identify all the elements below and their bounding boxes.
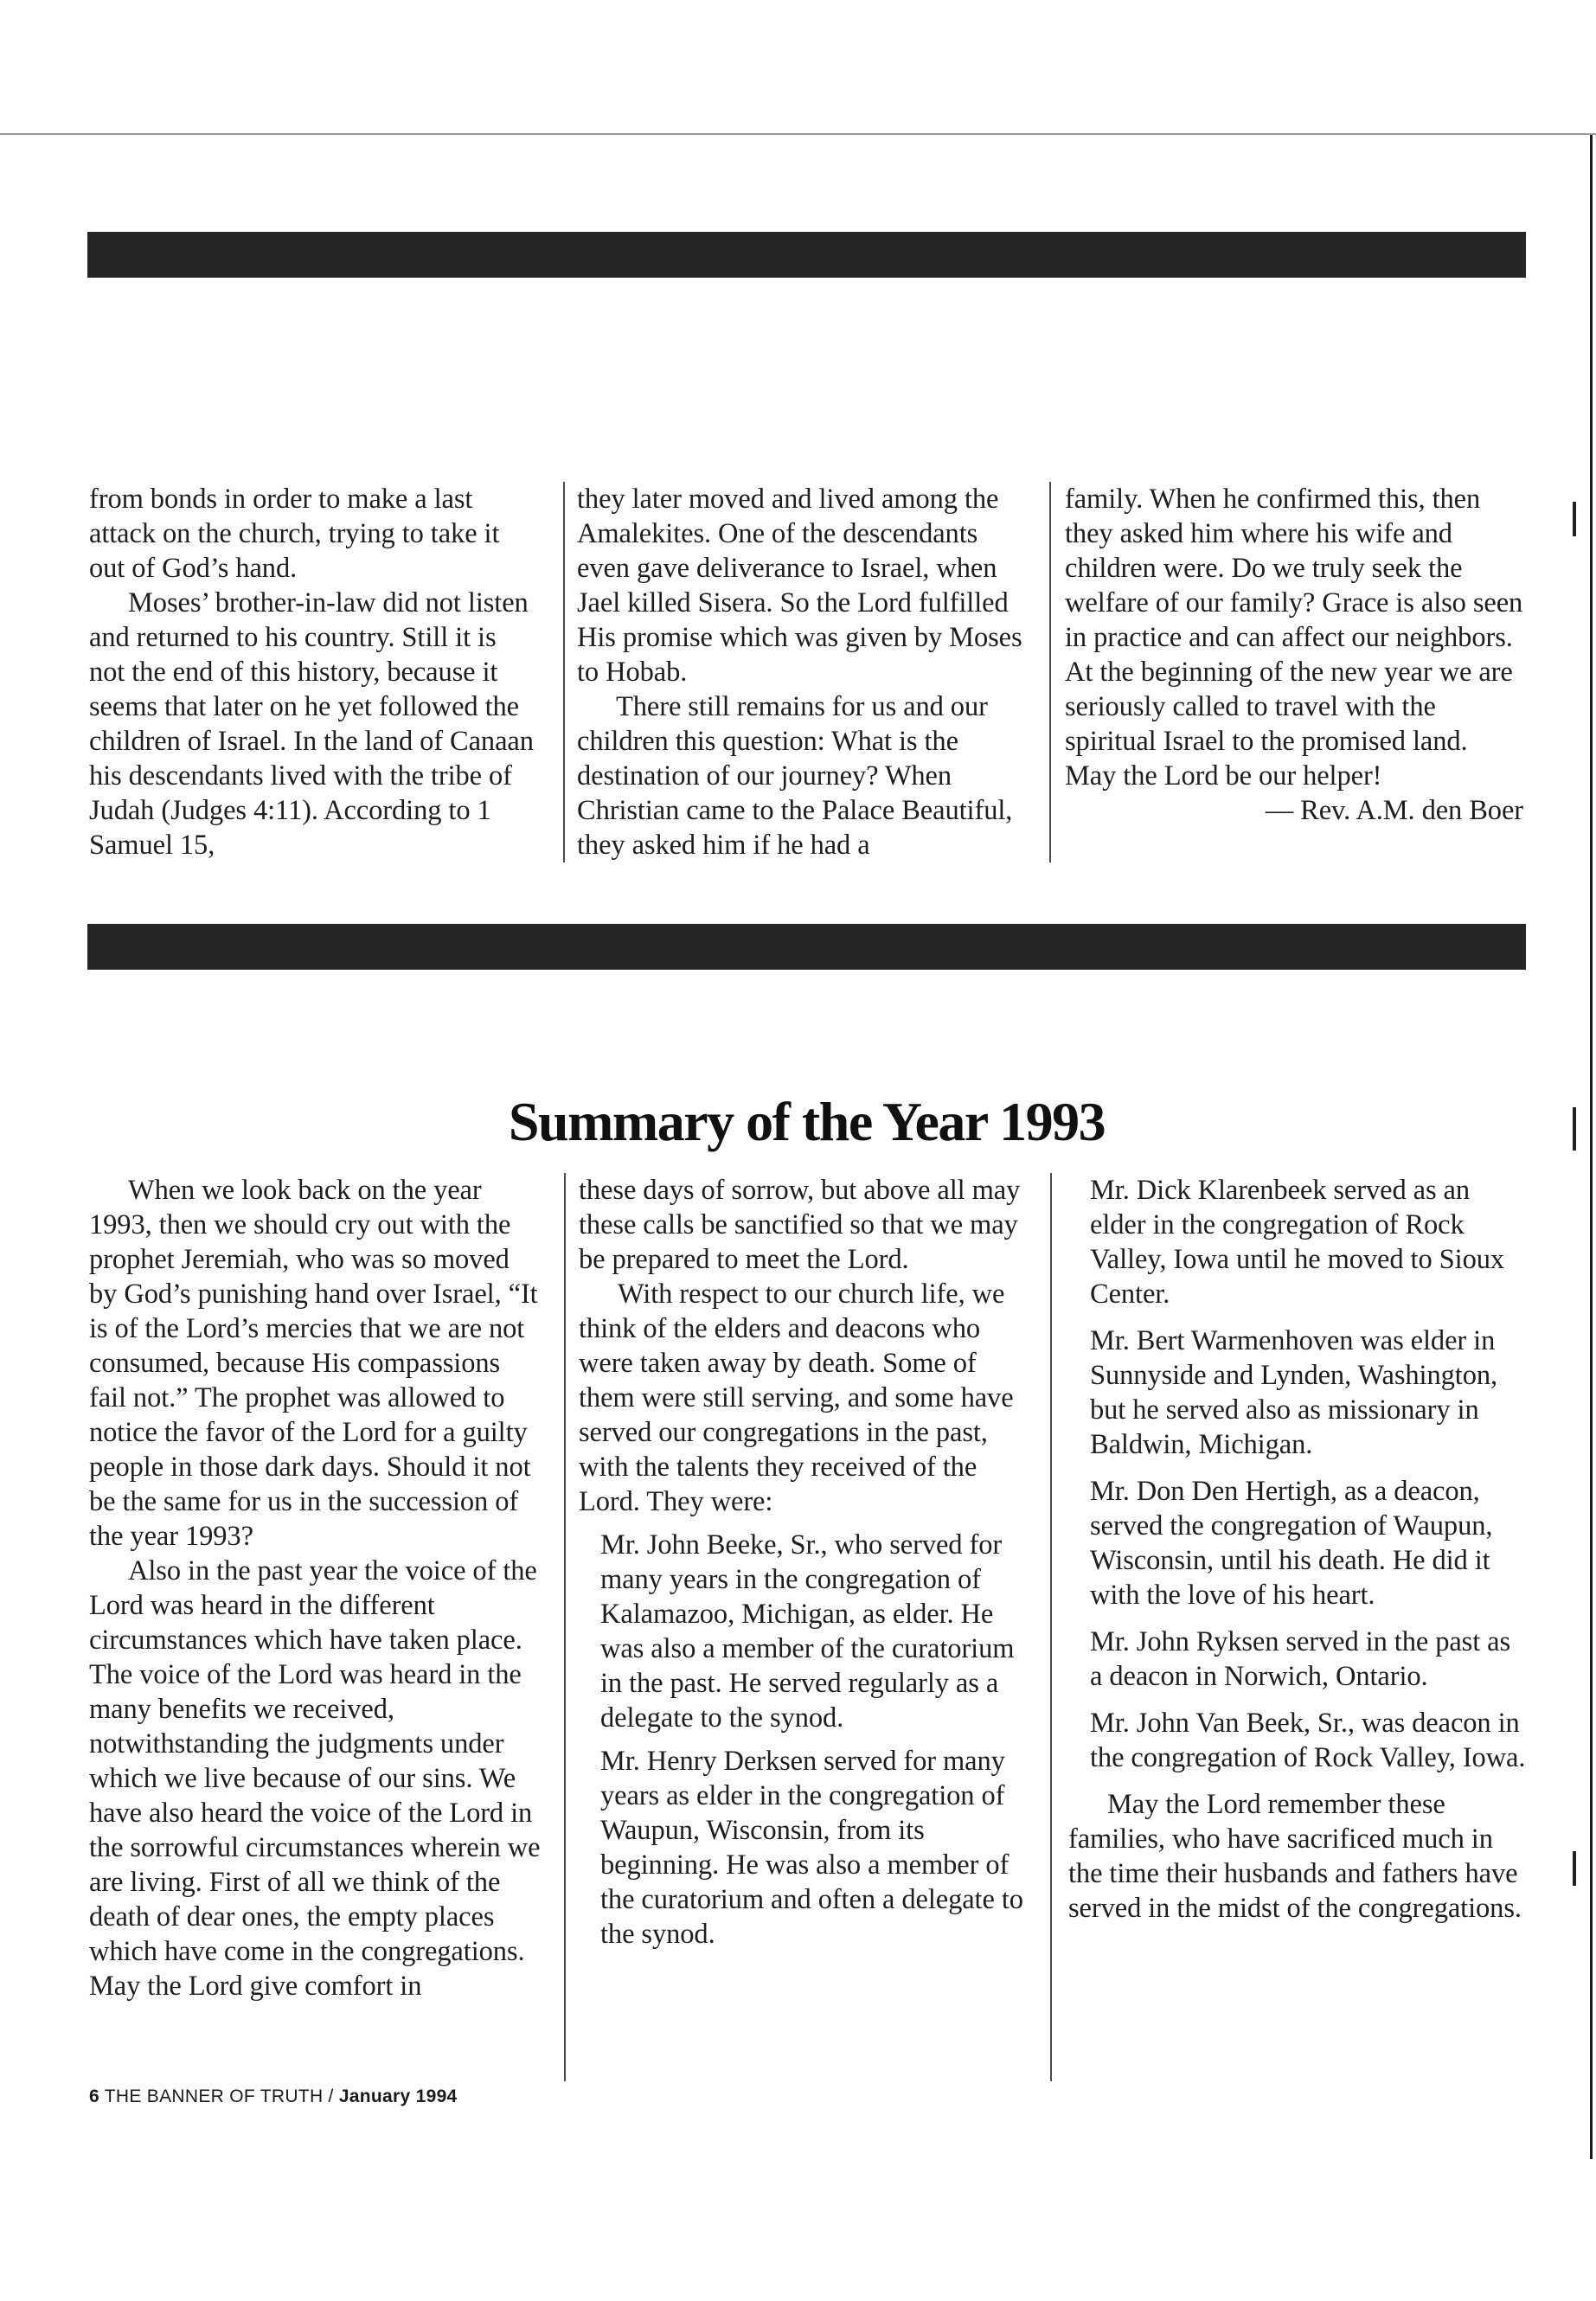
column-divider — [1049, 482, 1051, 862]
paragraph: family. When he confirmed this, then they asked him where his wife and children were. Do we truly seek the welfare of our family? Grace is also seen in practice and can affect our neighbors. At the beginning of the new year we are seriously called to travel with the spiritual Israel to the promised land. May the Lord be our helper! — [1065, 484, 1523, 792]
paragraph: May the Lord remember these families, who have sacrificed much in the time their husbands and fathers have served in the midst of the congregations. — [1068, 1789, 1522, 1924]
column-divider — [1050, 1173, 1052, 2081]
top-article-column-1 — [89, 482, 535, 862]
top-article-column-3 — [1065, 482, 1523, 828]
header-bar-bottom — [87, 924, 1526, 970]
header-bar-top — [87, 232, 1526, 278]
article-title: Summary of the Year 1993 — [508, 1091, 1106, 1152]
paragraph: these days of sorrow, but above all may these calls be sanctified so that we may be prepared to meet the Lord. — [579, 1175, 1021, 1275]
edge-mark — [1573, 1851, 1576, 1886]
top-article-column-2 — [577, 482, 1031, 862]
column-divider — [563, 482, 565, 862]
main-article-column-2 — [579, 1173, 1037, 1952]
list-item: Mr. John Ryksen served in the past as a deacon in Norwich, Ontario. — [1090, 1626, 1511, 1692]
list-item: Mr. John Beeke, Sr., who served for many years in the congregation of Kalamazoo, Michigan, as elder. He was also a member of the curatorium in the past. He served regularly as a delegate to the synod. — [600, 1529, 1015, 1734]
list-item: Mr. Dick Klarenbeek served as an elder in the congregation of Rock Valley, Iowa until he moved to Sioux Center. — [1090, 1175, 1505, 1310]
issue-date: January 1994 — [338, 2086, 458, 2106]
page-footer — [89, 2086, 458, 2107]
author-signature: — Rev. A.M. den Boer — [1265, 795, 1523, 826]
paragraph: There still remains for us and our children this question: What is the destination of our journey? When Christian came to the Palace Beautiful, they asked him if he had a — [577, 691, 1013, 861]
main-article-column-3 — [1068, 1173, 1527, 1926]
list-item: Mr. Bert Warmenhoven was elder in Sunnyside and Lynden, Washington, but he served also as missionary in Baldwin, Michigan. — [1090, 1325, 1498, 1460]
paragraph: Also in the past year the voice of the Lord was heard in the different circumstances which have taken place. The voice of the Lord was heard in the many benefits we received, notwithstanding the judgments under which we live because of our sins. We have also heard the voice of the Lord in the sorrowful circumstances wherein we are living. First of all we think of the death of dear ones, the empty places which have come in the congregations. May the Lord give comfort in — [89, 1555, 541, 2002]
paragraph: from bonds in order to make a last attack on the church, trying to take it out of God’s hand. — [89, 484, 500, 584]
paragraph: With respect to our church life, we think of the elders and deacons who were taken away by death. Some of them were still serving, and some have served our congregations in the past, with the talents they received of the Lord. They were: — [579, 1279, 1014, 1517]
paragraph: they later moved and lived among the Amalekites. One of the descendants even gave deliverance to Israel, when Jael killed Sisera. So the Lord fulfilled His promise which was given by Moses to Hobab. — [577, 484, 1022, 688]
column-divider — [564, 1173, 566, 2081]
main-article-column-1 — [89, 1173, 543, 2003]
paragraph: Moses’ brother-in-law did not listen and returned to his country. Still it is not the end of this history, because it seems that later on he yet followed the children of Israel. In the land of Canaan his descendants lived with the tribe of Judah (Judges 4:11). According to 1 Samuel 15, — [89, 587, 534, 861]
list-item: Mr. Don Den Hertigh, as a deacon, served the congregation of Waupun, Wisconsin, until his death. He did it with the love of his heart. — [1090, 1476, 1493, 1611]
list-item: Mr. John Van Beek, Sr., was deacon in the congregation of Rock Valley, Iowa. — [1090, 1708, 1526, 1773]
paragraph: When we look back on the year 1993, then we should cry out with the prophet Jeremiah, who was so moved by God’s punishing hand over Israel, “It is of the Lord’s mercies that we are not consumed, because His compassions fail not.” The prophet was allowed to notice the favor of the Lord for a guilty people in those dark days. Should it not be the same for us in the succession of the year 1993? — [89, 1175, 538, 1552]
list-item: Mr. Henry Derksen served for many years as elder in the congregation of Waupun, Wisconsin, from its beginning. He was also a member of the curatorium and often a delegate to the synod. — [600, 1746, 1023, 1950]
publication-name: THE BANNER OF TRUTH / — [104, 2086, 334, 2106]
edge-mark — [1573, 502, 1576, 536]
top-page-rule — [0, 133, 1596, 135]
page-number: 6 — [89, 2086, 99, 2106]
